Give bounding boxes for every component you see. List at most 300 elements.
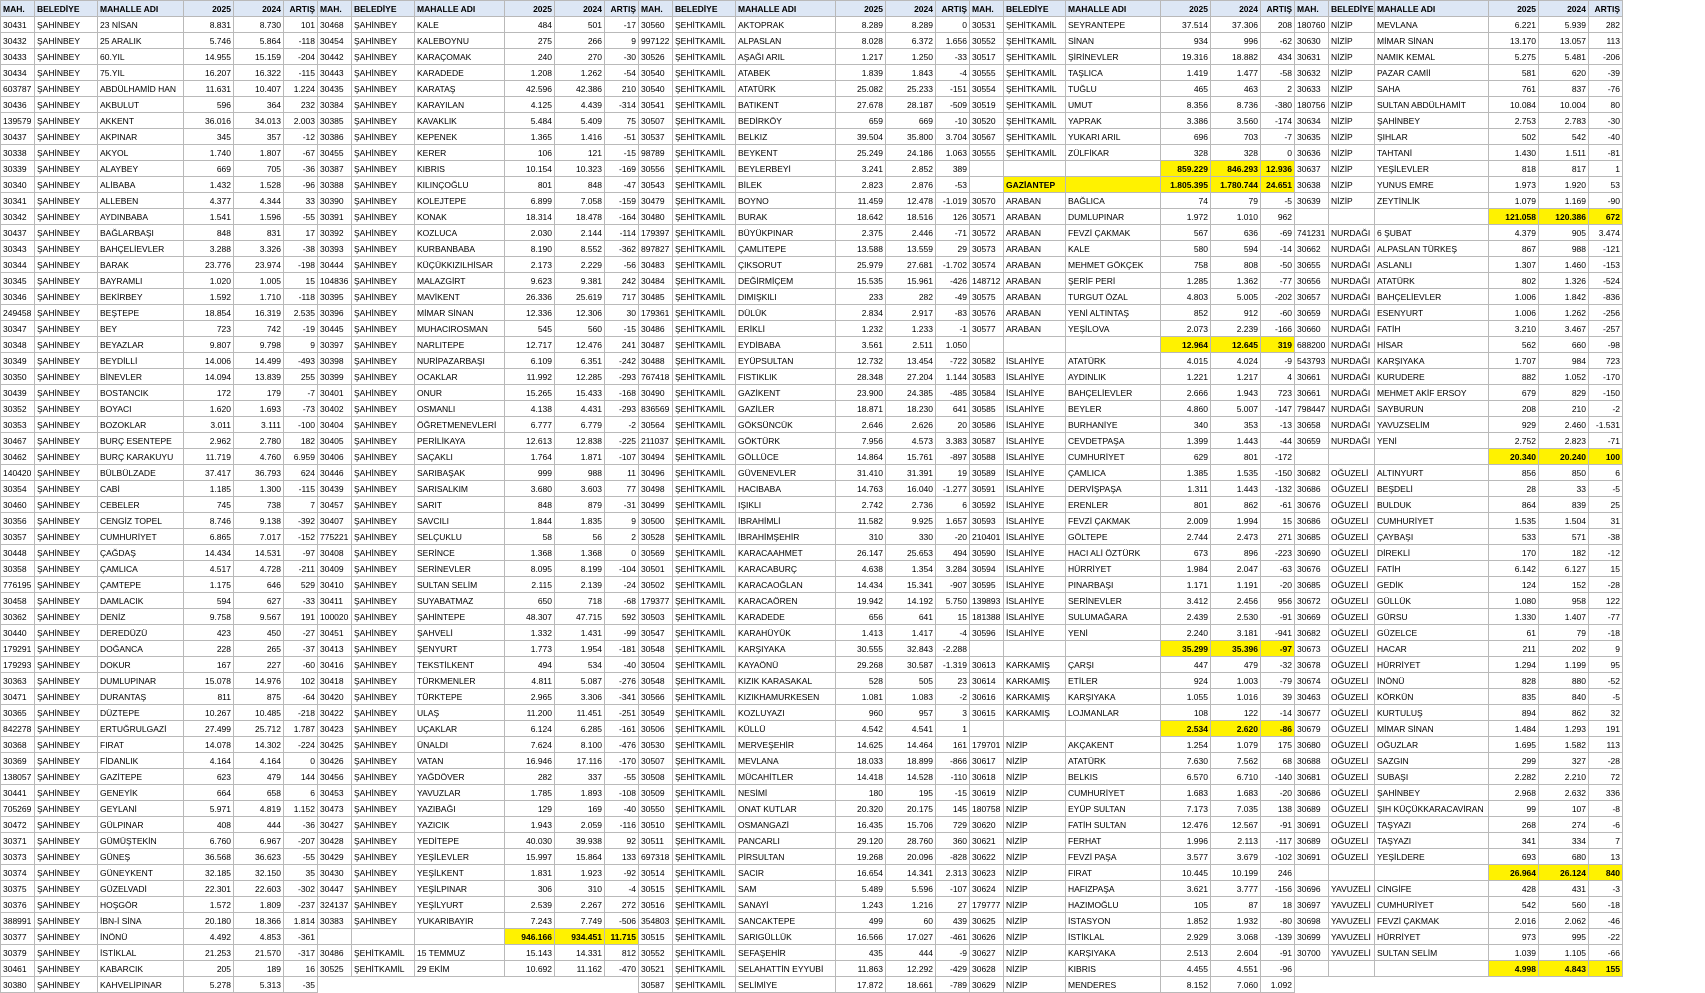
- municipality-cell[interactable]: OĞUZELİ: [1329, 673, 1375, 689]
- municipality-cell[interactable]: ŞEHİTKAMİL: [352, 945, 415, 961]
- increase-cell[interactable]: -64: [284, 689, 318, 705]
- neighborhood-cell[interactable]: MEHMET AKİF ERSOY: [1375, 385, 1489, 401]
- municipality-cell[interactable]: ŞEHİTKAMİL: [673, 945, 736, 961]
- neighborhood-cell[interactable]: GÜZELVADİ: [98, 881, 184, 897]
- pop-2024-cell[interactable]: 13.454: [886, 353, 936, 369]
- neighborhood-cell[interactable]: FATİH SULTAN: [1066, 817, 1161, 833]
- increase-cell[interactable]: 2.313: [936, 865, 970, 881]
- pop-2024-cell[interactable]: 202: [1539, 641, 1589, 657]
- mah-code-cell[interactable]: 179397: [639, 225, 673, 241]
- municipality-cell[interactable]: ŞEHİTKAMİL: [1004, 33, 1066, 49]
- neighborhood-cell[interactable]: BAHÇELİEVLER: [98, 241, 184, 257]
- neighborhood-cell[interactable]: YAZICIK: [415, 817, 505, 833]
- pop-2024-cell[interactable]: 39.938: [555, 833, 605, 849]
- municipality-cell[interactable]: ŞEHİTKAMİL: [673, 209, 736, 225]
- pop-2025-cell[interactable]: 3.621: [1161, 881, 1211, 897]
- municipality-cell[interactable]: ŞEHİTKAMİL: [673, 481, 736, 497]
- pop-2024-cell[interactable]: 2.047: [1211, 561, 1261, 577]
- neighborhood-cell[interactable]: BURAK: [736, 209, 836, 225]
- pop-2024-cell[interactable]: 8.199: [555, 561, 605, 577]
- increase-cell[interactable]: -35: [284, 977, 318, 993]
- pop-2024-cell[interactable]: 15.864: [555, 849, 605, 865]
- neighborhood-cell[interactable]: BELKIZ: [736, 129, 836, 145]
- municipality-cell[interactable]: ŞAHİNBEY: [352, 97, 415, 113]
- mah-code-cell[interactable]: 30618: [970, 769, 1004, 785]
- neighborhood-cell[interactable]: GAZİKENT: [736, 385, 836, 401]
- pop-2025-cell[interactable]: 1.208: [505, 65, 555, 81]
- municipality-cell[interactable]: ŞEHİTKAMİL: [673, 433, 736, 449]
- pop-2024-cell[interactable]: 17.116: [555, 753, 605, 769]
- mah-code-cell[interactable]: 100020: [318, 609, 352, 625]
- neighborhood-cell[interactable]: SAYBURUN: [1375, 401, 1489, 417]
- neighborhood-cell[interactable]: VATAN: [415, 753, 505, 769]
- increase-cell[interactable]: -237: [284, 897, 318, 913]
- pop-2025-cell[interactable]: 2.539: [505, 897, 555, 913]
- municipality-cell[interactable]: ŞAHİNBEY: [352, 305, 415, 321]
- increase-cell[interactable]: -40: [1589, 129, 1623, 145]
- pop-2024-cell[interactable]: 5.596: [886, 881, 936, 897]
- total-2024-cell[interactable]: 20.240: [1539, 449, 1589, 465]
- increase-cell[interactable]: 0: [1261, 145, 1295, 161]
- pop-2024-cell[interactable]: 680: [1539, 849, 1589, 865]
- pop-2024-cell[interactable]: 444: [886, 945, 936, 961]
- mah-code-cell[interactable]: 30409: [318, 561, 352, 577]
- municipality-cell[interactable]: NURDAĞI: [1329, 401, 1375, 417]
- mah-code-cell[interactable]: 30593: [970, 513, 1004, 529]
- municipality-cell[interactable]: ŞAHİNBEY: [352, 385, 415, 401]
- mah-code-cell[interactable]: 30596: [970, 625, 1004, 641]
- municipality-cell[interactable]: İSLAHİYE: [1004, 465, 1066, 481]
- municipality-cell[interactable]: İSLAHİYE: [1004, 433, 1066, 449]
- neighborhood-cell[interactable]: OĞUZLAR: [1375, 737, 1489, 753]
- pop-2024-cell[interactable]: 27.204: [886, 369, 936, 385]
- increase-cell[interactable]: -50: [1261, 257, 1295, 273]
- increase-cell[interactable]: -27: [284, 625, 318, 641]
- increase-cell[interactable]: -2.288: [936, 641, 970, 657]
- municipality-cell[interactable]: ARABAN: [1004, 289, 1066, 305]
- pop-2024-cell[interactable]: 310: [555, 881, 605, 897]
- pop-2025-cell[interactable]: 6.865: [184, 529, 234, 545]
- pop-2024-cell[interactable]: 32.150: [234, 865, 284, 881]
- neighborhood-cell[interactable]: BULDUK: [1375, 497, 1489, 513]
- increase-cell[interactable]: -4: [936, 625, 970, 641]
- municipality-cell[interactable]: ŞAHİNBEY: [35, 177, 98, 193]
- pop-2024-cell[interactable]: 2.852: [886, 161, 936, 177]
- pop-2025-cell[interactable]: 31.410: [836, 465, 886, 481]
- neighborhood-cell[interactable]: KARATAŞ: [415, 81, 505, 97]
- mah-code-cell[interactable]: 30697: [1295, 897, 1329, 913]
- mah-code-cell[interactable]: 30406: [318, 449, 352, 465]
- increase-cell[interactable]: 2: [1261, 81, 1295, 97]
- municipality-cell[interactable]: YAVUZELİ: [1329, 897, 1375, 913]
- increase-cell[interactable]: -20: [936, 529, 970, 545]
- mah-code-cell[interactable]: 30443: [318, 65, 352, 81]
- mah-code-cell[interactable]: 30633: [1295, 81, 1329, 97]
- neighborhood-cell[interactable]: KARAÇOMAK: [415, 49, 505, 65]
- mah-code-cell[interactable]: 30365: [1, 705, 35, 721]
- pop-2024-cell[interactable]: 463: [1211, 81, 1261, 97]
- pop-2024-cell[interactable]: 1.293: [1539, 721, 1589, 737]
- mah-code-cell[interactable]: 30488: [639, 353, 673, 369]
- neighborhood-cell[interactable]: YEDİTEPE: [415, 833, 505, 849]
- increase-cell[interactable]: 92: [605, 833, 639, 849]
- pop-2025-cell[interactable]: 6.570: [1161, 769, 1211, 785]
- pop-2025-cell[interactable]: 801: [1161, 497, 1211, 513]
- increase-cell[interactable]: -115: [284, 65, 318, 81]
- increase-cell[interactable]: 80: [1589, 97, 1623, 113]
- increase-cell[interactable]: 191: [1589, 721, 1623, 737]
- neighborhood-cell[interactable]: DUMLUPINAR: [98, 673, 184, 689]
- mah-code-cell[interactable]: 30519: [970, 97, 1004, 113]
- neighborhood-cell[interactable]: SANAYİ: [736, 897, 836, 913]
- mah-code-cell[interactable]: 30349: [1, 353, 35, 369]
- pop-2025-cell[interactable]: 23.776: [184, 257, 234, 273]
- mah-code-cell[interactable]: 30622: [970, 849, 1004, 865]
- mah-code-cell[interactable]: 30621: [970, 833, 1004, 849]
- pop-2025-cell[interactable]: 25.082: [836, 81, 886, 97]
- pop-2025-cell[interactable]: 1.006: [1489, 289, 1539, 305]
- increase-cell[interactable]: 494: [936, 545, 970, 561]
- municipality-cell[interactable]: ŞAHİNBEY: [352, 529, 415, 545]
- pop-2025-cell[interactable]: 2.513: [1161, 945, 1211, 961]
- mah-code-cell[interactable]: 30380: [1, 977, 35, 993]
- increase-cell[interactable]: 729: [936, 817, 970, 833]
- pop-2025-cell[interactable]: 629: [1161, 449, 1211, 465]
- mah-code-cell[interactable]: 30457: [318, 497, 352, 513]
- pop-2024-cell[interactable]: 1.504: [1539, 513, 1589, 529]
- pop-2025-cell[interactable]: 48.307: [505, 609, 555, 625]
- mah-code-cell[interactable]: 30456: [318, 769, 352, 785]
- increase-cell[interactable]: 9: [605, 513, 639, 529]
- pop-2025-cell[interactable]: 19.942: [836, 593, 886, 609]
- pop-2024-cell[interactable]: 1.954: [555, 641, 605, 657]
- municipality-cell[interactable]: ŞAHİNBEY: [35, 273, 98, 289]
- municipality-cell[interactable]: NİZİP: [1004, 801, 1066, 817]
- neighborhood-cell[interactable]: ULAŞ: [415, 705, 505, 721]
- pop-2025-cell[interactable]: 1.311: [1161, 481, 1211, 497]
- mah-code-cell[interactable]: 30448: [1, 545, 35, 561]
- mah-code-cell[interactable]: 30451: [318, 625, 352, 641]
- municipality-cell[interactable]: OĞUZELİ: [1329, 817, 1375, 833]
- pop-2025-cell[interactable]: 673: [1161, 545, 1211, 561]
- pop-2025-cell[interactable]: 20.320: [836, 801, 886, 817]
- municipality-cell[interactable]: ŞAHİNBEY: [352, 705, 415, 721]
- mah-code-cell[interactable]: 30659: [1295, 433, 1329, 449]
- increase-cell[interactable]: 1.152: [284, 801, 318, 817]
- increase-cell[interactable]: 15: [936, 609, 970, 625]
- pop-2025-cell[interactable]: 18.871: [836, 401, 886, 417]
- increase-cell[interactable]: -166: [1261, 321, 1295, 337]
- pop-2024-cell[interactable]: 8.730: [234, 17, 284, 33]
- pop-2024-cell[interactable]: 957: [886, 705, 936, 721]
- increase-cell[interactable]: -202: [1261, 289, 1295, 305]
- municipality-cell[interactable]: ŞAHİNBEY: [35, 49, 98, 65]
- mah-code-cell[interactable]: 30490: [639, 385, 673, 401]
- pop-2024-cell[interactable]: 560: [555, 321, 605, 337]
- increase-cell[interactable]: -33: [284, 593, 318, 609]
- pop-2025-cell[interactable]: 14.094: [184, 369, 234, 385]
- pop-2024-cell[interactable]: 1.416: [555, 129, 605, 145]
- increase-cell[interactable]: 182: [284, 433, 318, 449]
- pop-2025-cell[interactable]: 18.854: [184, 305, 234, 321]
- municipality-cell[interactable]: ŞEHİTKAMİL: [1004, 17, 1066, 33]
- municipality-cell[interactable]: ŞAHİNBEY: [352, 769, 415, 785]
- increase-cell[interactable]: -251: [605, 705, 639, 721]
- pop-2025-cell[interactable]: 1.079: [1489, 193, 1539, 209]
- mah-code-cell[interactable]: 30353: [1, 417, 35, 433]
- increase-cell[interactable]: -15: [605, 145, 639, 161]
- municipality-cell[interactable]: OĞUZELİ: [1329, 481, 1375, 497]
- municipality-cell[interactable]: ŞAHİNBEY: [35, 65, 98, 81]
- neighborhood-cell[interactable]: KAYAÖNÜ: [736, 657, 836, 673]
- pop-2025-cell[interactable]: 3.011: [184, 417, 234, 433]
- increase-cell[interactable]: -2: [1589, 401, 1623, 417]
- mah-code-cell[interactable]: 741231: [1295, 225, 1329, 241]
- pop-2024-cell[interactable]: 14.341: [886, 865, 936, 881]
- pop-2024-cell[interactable]: 995: [1539, 929, 1589, 945]
- year-2025-header[interactable]: 2025: [1489, 1, 1539, 17]
- increase-cell[interactable]: -524: [1589, 273, 1623, 289]
- mah-code-cell[interactable]: 30590: [970, 545, 1004, 561]
- municipality-cell[interactable]: ŞEHİTKAMİL: [673, 545, 736, 561]
- increase-cell[interactable]: -38: [1589, 529, 1623, 545]
- municipality-cell[interactable]: ŞAHİNBEY: [352, 481, 415, 497]
- pop-2024-cell[interactable]: 848: [555, 177, 605, 193]
- municipality-cell[interactable]: ŞAHİNBEY: [352, 913, 415, 929]
- total-increase-cell[interactable]: -97: [1261, 641, 1295, 657]
- neighborhood-cell[interactable]: GÜNEŞ: [98, 849, 184, 865]
- pop-2024-cell[interactable]: 2.511: [886, 337, 936, 353]
- increase-cell[interactable]: -140: [1261, 769, 1295, 785]
- neighborhood-cell[interactable]: YEŞİLEVLER: [1375, 161, 1489, 177]
- mah-code-cell[interactable]: 30526: [639, 49, 673, 65]
- municipality-cell[interactable]: ŞAHİNBEY: [35, 257, 98, 273]
- mah-code-cell[interactable]: 30487: [639, 337, 673, 353]
- pop-2025-cell[interactable]: 37.514: [1161, 17, 1211, 33]
- total-2025-cell[interactable]: 2.534: [1161, 721, 1211, 737]
- mah-code-cell[interactable]: 30392: [318, 225, 352, 241]
- increase-cell[interactable]: 723: [1589, 353, 1623, 369]
- neighborhood-cell[interactable]: KARACAAHMET: [736, 545, 836, 561]
- municipality-cell[interactable]: NİZİP: [1004, 977, 1066, 993]
- pop-2024-cell[interactable]: 2.876: [886, 177, 936, 193]
- pop-2025-cell[interactable]: 1.365: [505, 129, 555, 145]
- pop-2024-cell[interactable]: 912: [1211, 305, 1261, 321]
- empty-cell[interactable]: [970, 337, 1004, 353]
- municipality-cell[interactable]: ŞAHİNBEY: [352, 833, 415, 849]
- neighborhood-cell[interactable]: KIZIKHAMURKESEN: [736, 689, 836, 705]
- neighborhood-cell[interactable]: SERİNEVLER: [415, 561, 505, 577]
- neighborhood-cell[interactable]: ERTUĞRULGAZİ: [98, 721, 184, 737]
- municipality-cell[interactable]: ARABAN: [1004, 321, 1066, 337]
- mah-code-cell[interactable]: 30453: [318, 785, 352, 801]
- increase-cell[interactable]: -12: [284, 129, 318, 145]
- municipality-cell[interactable]: NİZİP: [1004, 897, 1066, 913]
- municipality-cell[interactable]: ŞEHİTKAMİL: [673, 145, 736, 161]
- increase-cell[interactable]: -8: [1589, 801, 1623, 817]
- increase-cell[interactable]: -426: [936, 273, 970, 289]
- municipality-cell[interactable]: ŞAHİNBEY: [352, 401, 415, 417]
- municipality-cell[interactable]: ŞAHİNBEY: [352, 593, 415, 609]
- pop-2025-cell[interactable]: 2.016: [1489, 913, 1539, 929]
- increase-cell[interactable]: -152: [284, 529, 318, 545]
- empty-cell[interactable]: [1295, 449, 1329, 465]
- mah-code-cell[interactable]: 30627: [970, 945, 1004, 961]
- pop-2024-cell[interactable]: 840: [1539, 689, 1589, 705]
- neighborhood-cell[interactable]: LOJMANLAR: [1066, 705, 1161, 721]
- mah-code-cell[interactable]: 30484: [639, 273, 673, 289]
- pop-2025-cell[interactable]: 1.080: [1489, 593, 1539, 609]
- pop-2025-cell[interactable]: 74: [1161, 193, 1211, 209]
- pop-2025-cell[interactable]: 2.030: [505, 225, 555, 241]
- increase-cell[interactable]: 33: [284, 193, 318, 209]
- neighborhood-cell[interactable]: YEŞİLPINAR: [415, 881, 505, 897]
- increase-cell[interactable]: -20: [1261, 577, 1295, 593]
- pop-2025-cell[interactable]: 3.412: [1161, 593, 1211, 609]
- mah-code-cell[interactable]: 30503: [639, 609, 673, 625]
- neighborhood-cell[interactable]: KERER: [415, 145, 505, 161]
- municipality-cell[interactable]: ŞEHİTKAMİL: [673, 81, 736, 97]
- neighborhood-cell[interactable]: DENİZ: [98, 609, 184, 625]
- pop-2024-cell[interactable]: 27.681: [886, 257, 936, 273]
- municipality-cell[interactable]: ŞEHİTKAMİL: [673, 561, 736, 577]
- pop-2025-cell[interactable]: 14.864: [836, 449, 886, 465]
- municipality-cell[interactable]: İSLAHİYE: [1004, 385, 1066, 401]
- neighborhood-cell[interactable]: BEŞTEPE: [98, 305, 184, 321]
- increase-cell[interactable]: 6: [284, 785, 318, 801]
- increase-cell[interactable]: -392: [284, 513, 318, 529]
- municipality-cell[interactable]: ŞAHİNBEY: [352, 625, 415, 641]
- increase-cell[interactable]: -897: [936, 449, 970, 465]
- year-2024-header[interactable]: 2024: [886, 1, 936, 17]
- increase-cell[interactable]: -828: [936, 849, 970, 865]
- increase-cell[interactable]: 1.657: [936, 513, 970, 529]
- neighborhood-cell[interactable]: 15 TEMMUZ: [415, 945, 505, 961]
- pop-2025-cell[interactable]: 172: [184, 385, 234, 401]
- mah-code-cell[interactable]: 30595: [970, 577, 1004, 593]
- pop-2024-cell[interactable]: 829: [1539, 385, 1589, 401]
- increase-cell[interactable]: -15: [605, 321, 639, 337]
- municipality-cell[interactable]: NİZİP: [1004, 753, 1066, 769]
- increase-cell[interactable]: -1.319: [936, 657, 970, 673]
- pop-2024-cell[interactable]: 1.199: [1539, 657, 1589, 673]
- municipality-cell[interactable]: NİZİP: [1004, 769, 1066, 785]
- pop-2024-cell[interactable]: 431: [1539, 881, 1589, 897]
- municipality-cell[interactable]: ŞAHİNBEY: [352, 241, 415, 257]
- pop-2024-cell[interactable]: 3.560: [1211, 113, 1261, 129]
- neighborhood-cell[interactable]: YEŞİLDERE: [1375, 849, 1489, 865]
- increase-cell[interactable]: 208: [1261, 17, 1295, 33]
- increase-cell[interactable]: 1.063: [936, 145, 970, 161]
- pop-2025-cell[interactable]: 11.719: [184, 449, 234, 465]
- pop-2025-cell[interactable]: 4.638: [836, 561, 886, 577]
- increase-cell[interactable]: 13: [1589, 849, 1623, 865]
- neighborhood-cell[interactable]: FEVZİ ÇAKMAK: [1066, 225, 1161, 241]
- mah-code-cell[interactable]: 705269: [1, 801, 35, 817]
- increase-cell[interactable]: -4: [605, 881, 639, 897]
- neighborhood-cell[interactable]: SARIBAŞAK: [415, 465, 505, 481]
- pop-2025-cell[interactable]: 25.979: [836, 257, 886, 273]
- pop-2024-cell[interactable]: 2.446: [886, 225, 936, 241]
- mah-code-cell[interactable]: 30405: [318, 433, 352, 449]
- neighborhood-cell[interactable]: CUMHURİYET: [1375, 897, 1489, 913]
- increase-cell[interactable]: 1.050: [936, 337, 970, 353]
- pop-2025-cell[interactable]: 15.535: [836, 273, 886, 289]
- mah-code-cell[interactable]: 139893: [970, 593, 1004, 609]
- pop-2024-cell[interactable]: 850: [1539, 465, 1589, 481]
- mah-code-cell[interactable]: 30680: [1295, 737, 1329, 753]
- increase-cell[interactable]: 6: [1589, 465, 1623, 481]
- increase-cell[interactable]: 15: [1589, 561, 1623, 577]
- municipality-cell[interactable]: ŞEHİTKAMİL: [352, 961, 415, 977]
- increase-cell[interactable]: -30: [605, 49, 639, 65]
- municipality-cell[interactable]: NİZİP: [1004, 737, 1066, 753]
- neighborhood-cell[interactable]: MAVİKENT: [415, 289, 505, 305]
- increase-cell[interactable]: -58: [1261, 65, 1295, 81]
- municipality-cell[interactable]: OĞUZELİ: [1329, 721, 1375, 737]
- mah-code-cell[interactable]: 30429: [318, 849, 352, 865]
- municipality-cell[interactable]: ŞEHİTKAMİL: [673, 65, 736, 81]
- increase-cell[interactable]: -107: [936, 881, 970, 897]
- neighborhood-cell[interactable]: ETİLER: [1066, 673, 1161, 689]
- increase-cell[interactable]: -66: [1589, 945, 1623, 961]
- total-2025-cell[interactable]: 20.340: [1489, 449, 1539, 465]
- pop-2025-cell[interactable]: 21.253: [184, 945, 234, 961]
- mah-code-cell[interactable]: 30407: [318, 513, 352, 529]
- neighborhood-cell[interactable]: BEYLERBEYİ: [736, 161, 836, 177]
- neighborhood-cell[interactable]: SANCAKTEPE: [736, 913, 836, 929]
- municipality-cell[interactable]: ŞAHİNBEY: [35, 577, 98, 593]
- mah-code-cell[interactable]: 30375: [1, 881, 35, 897]
- neighborhood-cell[interactable]: PINARBAŞI: [1066, 577, 1161, 593]
- municipality-cell[interactable]: OĞUZELİ: [1329, 849, 1375, 865]
- pop-2025-cell[interactable]: 8.095: [505, 561, 555, 577]
- neighborhood-cell[interactable]: DERVİŞPAŞA: [1066, 481, 1161, 497]
- pop-2025-cell[interactable]: 12.336: [505, 305, 555, 321]
- municipality-cell[interactable]: OĞUZELİ: [1329, 737, 1375, 753]
- mah-code-cell[interactable]: 30454: [318, 33, 352, 49]
- pop-2024-cell[interactable]: 15.761: [886, 449, 936, 465]
- mah-code-cell[interactable]: 30636: [1295, 145, 1329, 161]
- pop-2025-cell[interactable]: 233: [836, 289, 886, 305]
- municipality-cell[interactable]: ŞAHİNBEY: [35, 641, 98, 657]
- pop-2025-cell[interactable]: 12.732: [836, 353, 886, 369]
- mah-code-cell[interactable]: 30587: [970, 433, 1004, 449]
- mah-code-cell[interactable]: 30507: [639, 753, 673, 769]
- neighborhood-cell[interactable]: KEPENEK: [415, 129, 505, 145]
- pop-2025-cell[interactable]: 1.294: [1489, 657, 1539, 673]
- pop-2024-cell[interactable]: 1.354: [886, 561, 936, 577]
- pop-2024-cell[interactable]: 14.302: [234, 737, 284, 753]
- municipality-cell[interactable]: NURDAĞI: [1329, 353, 1375, 369]
- pop-2025-cell[interactable]: 1.254: [1161, 737, 1211, 753]
- neighborhood-cell[interactable]: SUYABATMAZ: [415, 593, 505, 609]
- pop-2025-cell[interactable]: 328: [1161, 145, 1211, 161]
- neighborhood-cell[interactable]: CUMHURİYET: [1066, 449, 1161, 465]
- pop-2024-cell[interactable]: 1.835: [555, 513, 605, 529]
- mah-code-cell[interactable]: 30584: [970, 385, 1004, 401]
- pop-2025-cell[interactable]: 2.744: [1161, 529, 1211, 545]
- increase-cell[interactable]: -147: [1261, 401, 1295, 417]
- mah-code-cell[interactable]: 30698: [1295, 913, 1329, 929]
- pop-2024-cell[interactable]: 4.728: [234, 561, 284, 577]
- mah-code-cell[interactable]: 30657: [1295, 289, 1329, 305]
- increase-cell[interactable]: 241: [605, 337, 639, 353]
- neighborhood-cell[interactable]: OSMANLI: [415, 401, 505, 417]
- pop-2025-cell[interactable]: 306: [505, 881, 555, 897]
- neighborhood-cell[interactable]: ATATÜRK: [1066, 353, 1161, 369]
- pop-2025-cell[interactable]: 167: [184, 657, 234, 673]
